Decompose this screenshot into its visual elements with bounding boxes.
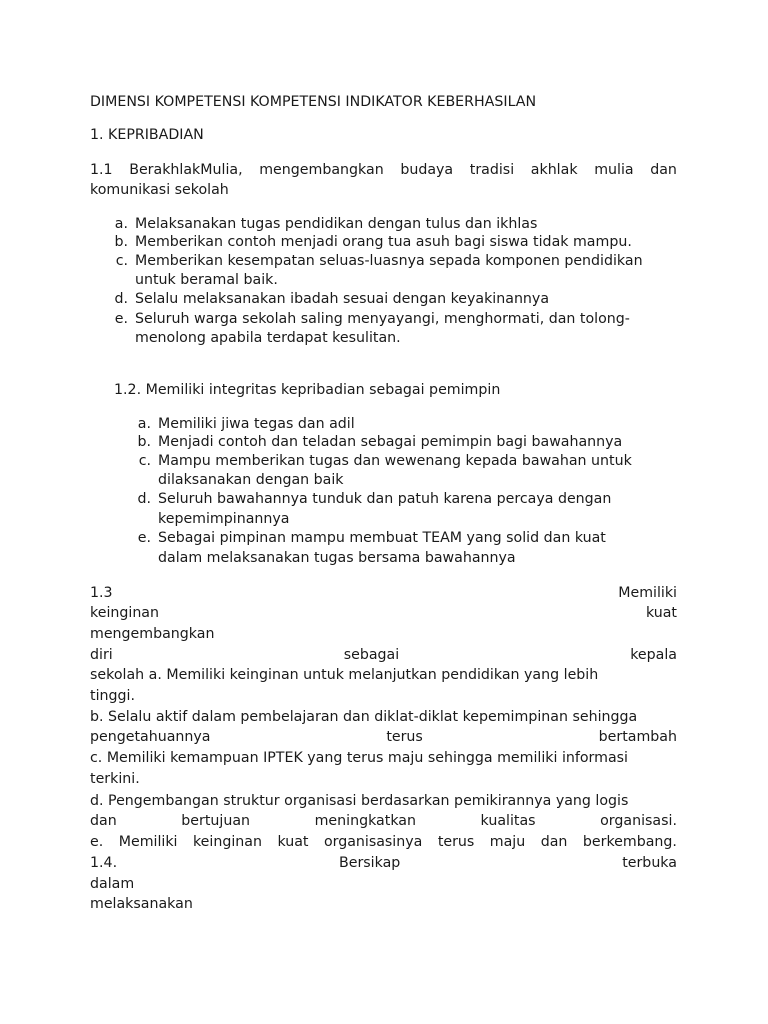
word: Memiliki <box>618 585 677 601</box>
section-1-3-line: terkini. <box>90 771 140 787</box>
list-marker: c. <box>115 253 128 269</box>
word: maju <box>489 834 526 850</box>
word: dan <box>90 813 117 829</box>
word: Bersikap <box>338 855 401 871</box>
list-item: Seluruh bawahannya tunduk dan patuh karena percaya dengan <box>158 491 612 507</box>
section-1-3-line <box>90 832 677 852</box>
section-1-3-line: mengembangkan <box>90 626 215 642</box>
document-title: DIMENSI KOMPETENSI KOMPETENSI INDIKATOR KEBERHASILAN <box>90 94 537 110</box>
list-item: Menjadi contoh dan teladan sebagai pemimpin bagi bawahannya <box>158 434 623 450</box>
list-item-continued: kepemimpinannya <box>158 511 290 527</box>
list-marker: b. <box>137 434 151 450</box>
section-1-3-line: c. Memiliki kemampuan IPTEK yang terus maju sehingga memiliki informasi <box>90 750 628 766</box>
list-marker: a. <box>137 416 151 432</box>
word: 1.1 <box>90 162 113 178</box>
word: mengembangkan <box>259 162 384 178</box>
list-item-continued: untuk beramal baik. <box>135 272 278 288</box>
section-1-3-line: tinggi. <box>90 688 135 704</box>
list-marker: b. <box>114 234 128 250</box>
section-1-3-line: b. Selalu aktif dalam pembelajaran dan diklat-diklat kepemimpinan sehingga <box>90 709 638 725</box>
list-marker: d. <box>114 291 128 307</box>
section-1-3-line <box>90 645 677 665</box>
word: Memiliki <box>118 834 178 850</box>
section-1-2-heading: 1.2. Memiliki integritas kepribadian sebagai pemimpin <box>114 382 501 398</box>
word: terbuka <box>622 855 677 871</box>
list-marker: e. <box>137 530 151 546</box>
word: terus <box>437 834 475 850</box>
section-1-4-line: melaksanakan <box>90 896 193 912</box>
word: bertambah <box>598 729 677 745</box>
word: kualitas <box>480 813 536 829</box>
word: meningkatkan <box>314 813 416 829</box>
section-1-heading: 1. KEPRIBADIAN <box>90 127 204 143</box>
list-item-continued: dalam melaksanakan tugas bersama bawahannya <box>158 550 516 566</box>
word: sebagai <box>343 647 400 663</box>
section-1-3-line: sekolah a. Memiliki keinginan untuk melanjutkan pendidikan yang lebih <box>90 667 599 683</box>
word: kuat <box>645 605 677 621</box>
word: terus <box>386 729 423 745</box>
word: kuat <box>277 834 309 850</box>
section-1-4-line: dalam <box>90 876 135 892</box>
word: diri <box>90 647 113 663</box>
section-1-3-line <box>90 583 677 603</box>
item-text: Memberikan kesempatan seluas-luasnya sepada komponen pendidikan <box>135 253 643 269</box>
word: keinginan <box>192 834 262 850</box>
word: dan <box>650 162 677 178</box>
word: organisasinya <box>323 834 423 850</box>
list-marker: a. <box>114 216 128 232</box>
list-item: Memiliki jiwa tegas dan adil <box>158 416 355 432</box>
list-marker: c. <box>138 453 151 469</box>
list-item: Memberikan contoh menjadi orang tua asuh bagi siswa tidak mampu. <box>135 234 632 250</box>
word: organisasi. <box>600 813 677 829</box>
word: tradisi <box>469 162 515 178</box>
word: keinginan <box>90 605 159 621</box>
section-1-1-line-2: komunikasi sekolah <box>90 182 229 198</box>
word: 1.3 <box>90 585 113 601</box>
section-1-4-line <box>90 853 677 873</box>
list-item <box>135 251 677 271</box>
word: e. <box>90 834 104 850</box>
word: 1.4. <box>90 855 118 871</box>
list-item-continued: dilaksanakan dengan baik <box>158 472 344 488</box>
list-item: Seluruh warga sekolah saling menyayangi, menghormati, dan tolong- <box>135 311 630 327</box>
word: budaya <box>400 162 454 178</box>
list-item: Selalu melaksanakan ibadah sesuai dengan keyakinannya <box>135 291 550 307</box>
word: kepala <box>630 647 677 663</box>
list-marker: d. <box>137 491 151 507</box>
list-item-continued: menolong apabila terdapat kesulitan. <box>135 330 401 346</box>
word: BerakhlakMulia, <box>129 162 243 178</box>
list-item: Melaksanakan tugas pendidikan dengan tulus dan ikhlas <box>135 216 538 232</box>
word: mulia <box>594 162 634 178</box>
word: pengetahuannya <box>90 729 211 745</box>
word: berkembang. <box>582 834 677 850</box>
section-1-3-line <box>90 727 677 747</box>
section-1-3-line <box>90 811 677 831</box>
word: bertujuan <box>181 813 251 829</box>
list-item: Sebagai pimpinan mampu membuat TEAM yang solid dan kuat <box>158 530 606 546</box>
section-1-3-line <box>90 603 677 623</box>
list-marker: e. <box>114 311 128 327</box>
section-1-3-line: d. Pengembangan struktur organisasi berdasarkan pemikirannya yang logis <box>90 793 629 809</box>
section-1-1-line-1 <box>90 160 677 180</box>
word: akhlak <box>530 162 578 178</box>
word: dan <box>540 834 568 850</box>
list-item: Mampu memberikan tugas dan wewenang kepada bawahan untuk <box>158 453 632 469</box>
